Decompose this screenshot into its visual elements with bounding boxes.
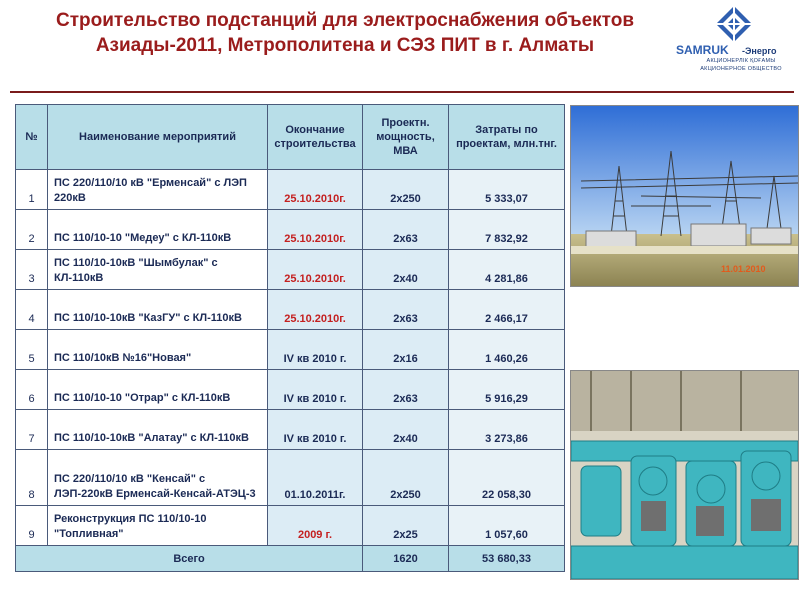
table-header-row: [16, 105, 565, 170]
total-cost: 53 680,33: [449, 546, 565, 572]
row-power: 2х25: [363, 506, 449, 546]
row-cost: 1 460,26: [449, 330, 565, 370]
row-num: 9: [16, 506, 48, 546]
row-cost: 7 832,92: [449, 210, 565, 250]
logo-brand-suffix: -Энерго: [742, 46, 777, 56]
row-name: ПС 110/10-10кВ "Шымбулак" с КЛ-110кВ: [48, 250, 268, 290]
row-end: 25.10.2010г.: [268, 170, 363, 210]
logo-subtitle: [686, 57, 796, 73]
substation-outdoor-image: [571, 106, 798, 286]
row-num: 7: [16, 410, 48, 450]
row-power: 2х63: [363, 370, 449, 410]
col-header-cost: Затраты по проектам, млн.тнг.: [449, 105, 565, 170]
switchgear-indoor-image: [571, 371, 798, 579]
row-power: 2х63: [363, 290, 449, 330]
row-name: ПС 110/10-10 "Отрар" с КЛ-110кВ: [48, 370, 268, 410]
row-name: ПС 110/10-10 "Медеу" с КЛ-110кВ: [48, 210, 268, 250]
row-num: 8: [16, 450, 48, 506]
table-row: [16, 330, 565, 370]
logo-sub-line1: АКЦИОНЕРЛІК ҚОҒАМЫ: [706, 58, 776, 64]
col-header-num: №: [16, 105, 48, 170]
table-row: [16, 506, 565, 546]
row-power: 2х63: [363, 210, 449, 250]
row-name: ПС 220/110/10 кВ "Ерменсай" с ЛЭП 220кВ: [48, 170, 268, 210]
table-row: [16, 170, 565, 210]
row-cost: 1 057,60: [449, 506, 565, 546]
row-power: 2х250: [363, 170, 449, 210]
row-power: 2х16: [363, 330, 449, 370]
header-divider: [10, 91, 794, 93]
row-name: ПС 110/10кВ №16"Новая": [48, 330, 268, 370]
row-end: 25.10.2010г.: [268, 210, 363, 250]
row-cost: 22 058,30: [449, 450, 565, 506]
col-header-end: Окончание строительства: [268, 105, 363, 170]
row-name: ПС 220/110/10 кВ "Кенсай" с ЛЭП-220кВ Ерменсай-Кенсай-АТЭЦ-3: [48, 450, 268, 506]
row-end: IV кв 2010 г.: [268, 370, 363, 410]
row-num: 6: [16, 370, 48, 410]
row-name: ПС 110/10-10кВ "КазГУ" с КЛ-110кВ: [48, 290, 268, 330]
row-name: Реконструкция ПС 110/10-10 "Топливная": [48, 506, 268, 546]
row-end: IV кв 2010 г.: [268, 410, 363, 450]
table-row: [16, 450, 565, 506]
table-row: [16, 410, 565, 450]
photo-date-stamp: 11.01.2010: [721, 264, 766, 274]
table-row: [16, 210, 565, 250]
logo-brand: SAMRUK: [676, 43, 729, 57]
row-power: 2х40: [363, 410, 449, 450]
row-num: 5: [16, 330, 48, 370]
row-power: 2х250: [363, 450, 449, 506]
row-num: 3: [16, 250, 48, 290]
col-header-name: Наименование мероприятий: [48, 105, 268, 170]
row-end: 25.10.2010г.: [268, 290, 363, 330]
table-row: [16, 250, 565, 290]
substation-outdoor-photo: [570, 105, 799, 287]
row-power: 2х40: [363, 250, 449, 290]
row-num: 1: [16, 170, 48, 210]
switchgear-indoor-photo: [570, 370, 799, 580]
row-end: 25.10.2010г.: [268, 250, 363, 290]
table-row: [16, 290, 565, 330]
row-cost: 5 333,07: [449, 170, 565, 210]
row-end: 2009 г.: [268, 506, 363, 546]
total-label: Всего: [16, 546, 363, 572]
row-cost: 4 281,86: [449, 250, 565, 290]
row-num: 4: [16, 290, 48, 330]
row-num: 2: [16, 210, 48, 250]
total-power: 1620: [363, 546, 449, 572]
col-header-power: Проектн. мощность, МВА: [363, 105, 449, 170]
row-cost: 2 466,17: [449, 290, 565, 330]
row-cost: 5 916,29: [449, 370, 565, 410]
page-title: Строительство подстанций для электроснабжения объектов Азиады-2011, Метрополитена и СЭЗ ПИТ в г. Алматы: [55, 10, 635, 56]
logo-sub-line2: АКЦИОНЕРНОЕ ОБЩЕСТВО: [700, 66, 782, 72]
row-end: 01.10.2011г.: [268, 450, 363, 506]
row-cost: 3 273,86: [449, 410, 565, 450]
row-name: ПС 110/10-10кВ "Алатау" с КЛ-110кВ: [48, 410, 268, 450]
table-row: [16, 370, 565, 410]
table-total-row: [16, 546, 565, 572]
row-end: IV кв 2010 г.: [268, 330, 363, 370]
substations-table: [15, 104, 565, 572]
